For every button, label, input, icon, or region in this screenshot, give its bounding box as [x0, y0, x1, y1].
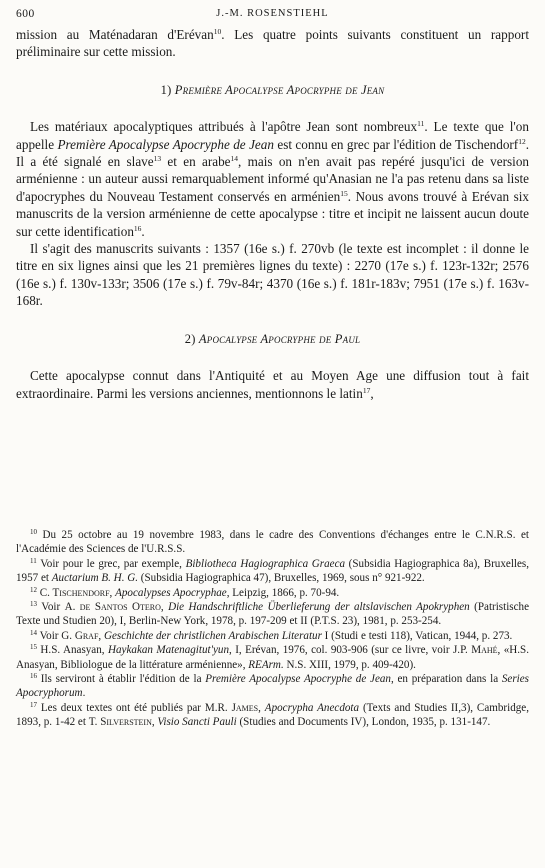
intro-paragraph: mission au Maténadaran d'Erévan$^{10}$. Les quatre points suivants constituent un rapport préliminaire sur cette mission.: [16, 27, 529, 60]
footnote-13: $^{13}$ Voir A. de Santos Otero, Die Handschriftliche Überlieferung der altslavischen Apokryphen (Patristische Texte und Studien 20), I, Berlin-New York, 1978, p. 197-209 et II (P.T.S. 23), 1981, p. 253-254.: [16, 600, 529, 628]
footnote-ref[interactable]: 11: [417, 119, 425, 129]
footnote-ref[interactable]: 17: [362, 385, 371, 395]
section-heading-1: 1) Première Apocalypse Apocryphe de Jean: [160, 82, 385, 97]
main-text: [16, 26, 529, 402]
section-heading-2: 2) Apocalypse Apocryphe de Paul: [184, 331, 361, 346]
running-header: [16, 0, 529, 26]
footnote-ref[interactable]: 15: [340, 188, 348, 198]
footnote-12: $^{12}$ C. Tischendorf, Apocalypses Apocryphae, Leipzig, 1866, p. 70-94.: [30, 585, 340, 599]
footnote-ref[interactable]: 14: [230, 154, 239, 164]
section1-paragraph-1: Les matériaux apocalyptiques attribués à l'apôtre Jean sont nombreux$^{11}$. Le texte que l'on appelle Première Apocalypse Apocryphe de Jean est connu en grec par l'édition de Tischendorf$^{12}$. Il a été signalé en slave$^{13}$ et en arabe$^{14}$, mais on n'en avait pas repéré jusqu'ici de version arménienne : un auteur aussi remarquablement informé qu'Anasian ne l'a pas retenu dans sa liste d'apocryphes du Nouveau Testament conservés en arménien$^{15}$. Nous avons trouvé à Erévan six manuscrits de la version arménienne de cette apocalypse : titre et incipit ne laissent aucun doute sur cette identification$^{16}$.: [16, 119, 530, 239]
section1-paragraph-2: Il s'agit des manuscrits suivants : 1357 (16e s.) f. 270vb (le texte est incomplet : il donne le titre en six lignes ainsi que les 21 premières lignes du texte) : 2270 (17e s.) f. 123r-132r; 2576 (16e s.) f. 130v-133r; 3506 (17e s.) f. 79v-84r; 4370 (16e s.) f. 181r-183v; 7951 (17e s.) f. 163v-168r.: [16, 241, 529, 309]
page-body: [16, 0, 529, 402]
footnote-16: $^{16}$ Ils serviront à établir l'édition de la Première Apocalypse Apocryphe de Jean, en préparation dans la Series Apocryphorum.: [16, 672, 529, 700]
page-number: 600: [16, 8, 35, 20]
footnote-11: $^{11}$ Voir pour le grec, par exemple, Bibliotheca Hagiographica Graeca (Subsidia Hagiographica 8a), Bruxelles, 1957 et Auctarium B. H. G. (Subsidia Hagiographica 47), Bruxelles, 1969, sous n° 921-922.: [16, 556, 529, 585]
section2-paragraph-1: Cette apocalypse connut dans l'Antiquité et au Moyen Age une diffusion tout à fait extraordinaire. Parmi les versions anciennes, mentionnons le latin$^{17}$,: [16, 368, 529, 401]
footnote-17: $^{17}$ Les deux textes ont été publiés par M.R. James, Apocrypha Anecdota (Texts and Studies II,3), Cambridge, 1893, p. 1-42 et T. Silverstein, Visio Sancti Pauli (Studies and Documents IV), London, 1935, p. 131-147.: [16, 700, 529, 729]
footnote-ref[interactable]: 16: [133, 223, 142, 233]
footnote-15: $^{15}$ H.S. Anasyan, Haykakan Matenagitut'yun, I, Erévan, 1976, col. 903-906 (sur ce livre, voir J.P. Mahé, «H.S. Anasyan, Bibliologue de la littérature arménienne», REArm. N.S. XIII, 1979, p. 409-420).: [16, 643, 529, 671]
footnotes: [16, 528, 529, 730]
footnote-ref[interactable]: 10: [213, 27, 222, 36]
footnote-ref[interactable]: 13: [153, 154, 162, 164]
running-author: J.-M. ROSENSTIEHL: [216, 8, 329, 19]
footnote-ref[interactable]: 12: [518, 136, 526, 146]
footnote-10: $^{10}$ Du 25 octobre au 19 novembre 1983, dans le cadre des Conventions d'échanges entre le C.N.R.S. et l'Académie des Sciences de l'U.R.S.S.: [16, 528, 529, 556]
footnote-14: $^{14}$ Voir G. Graf, Geschichte der christlichen Arabischen Literatur I (Studi e testi 118), Vatican, 1944, p. 273.: [30, 628, 513, 642]
